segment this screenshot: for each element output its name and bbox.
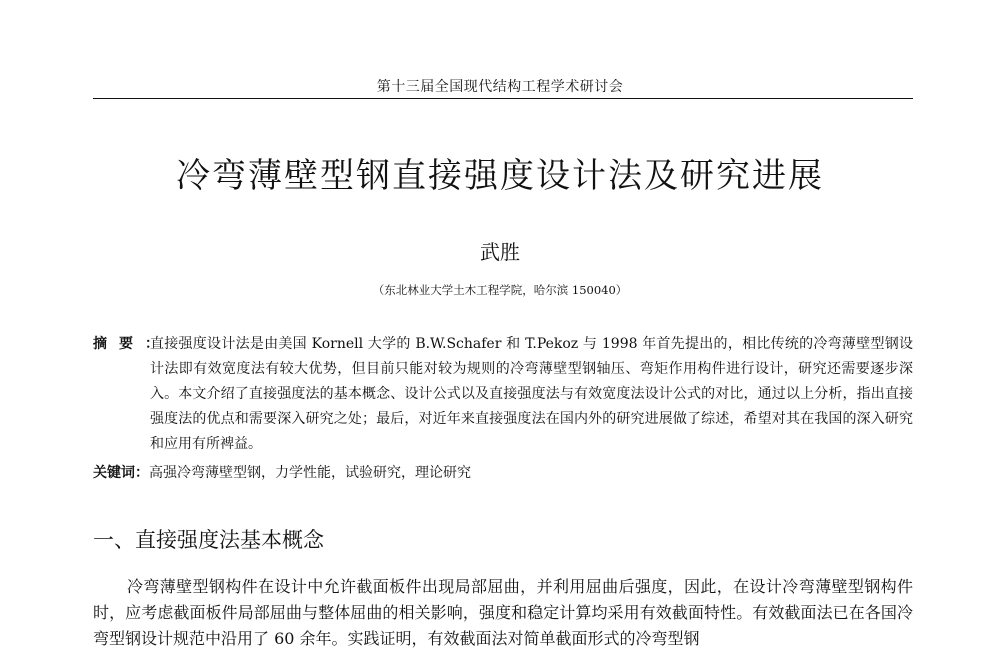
section-heading: 一、直接强度法基本概念 (93, 528, 324, 552)
keywords (93, 462, 913, 482)
abstract (93, 332, 913, 457)
keywords-text: 高强冷弯薄壁型钢，力学性能，试验研究，理论研究 (149, 465, 471, 481)
author-name: 武胜 (480, 240, 520, 264)
keywords-label: 关键词： (93, 465, 149, 481)
abstract-label: 摘要： (93, 336, 171, 352)
paper-title: 冷弯薄壁型钢直接强度设计法及研究进展 (176, 156, 824, 196)
header-rule (93, 98, 913, 99)
running-header: 第十三届全国现代结构工程学术研讨会 (376, 79, 624, 95)
author-affiliation: （东北林业大学土木工程学院，哈尔滨 150040） (372, 283, 628, 297)
abstract-text: 直接强度设计法是由美国 Kornell 大学的 B.W.Schafer 和 T.Pekoz 与 1998 年首先提出的，相比传统的冷弯薄壁型钢设计法即有效宽度法有较大优势，但目前只能对较为规则的冷弯薄壁型钢轴压、弯矩作用构件进行设计，研究还需要逐步深入。本文介绍了直接强度法的基本概念、设计公式以及直接强度法与有效宽度法设计公式的对比，通过以上分析，指出直接强度法的优点和需要深入研究之处；最后，对近年来直接强度法在国内外的研究进展做了综述，希望对其在我国的深入研究和应用有所裨益。 (150, 336, 913, 452)
section-paragraph: 冷弯薄壁型钢构件在设计中允许截面板件出现局部屈曲，并利用屈曲后强度，因此，在设计冷弯薄壁型钢构件时，应考虑截面板件局部屈曲与整体屈曲的相关影响，强度和稳定计算均采用有效截面特性。有效截面法已在各国冷弯型钢设计规范中沿用了 60 余年。实践证明，有效截面法对简单截面形式的冷弯型钢 (93, 577, 913, 648)
